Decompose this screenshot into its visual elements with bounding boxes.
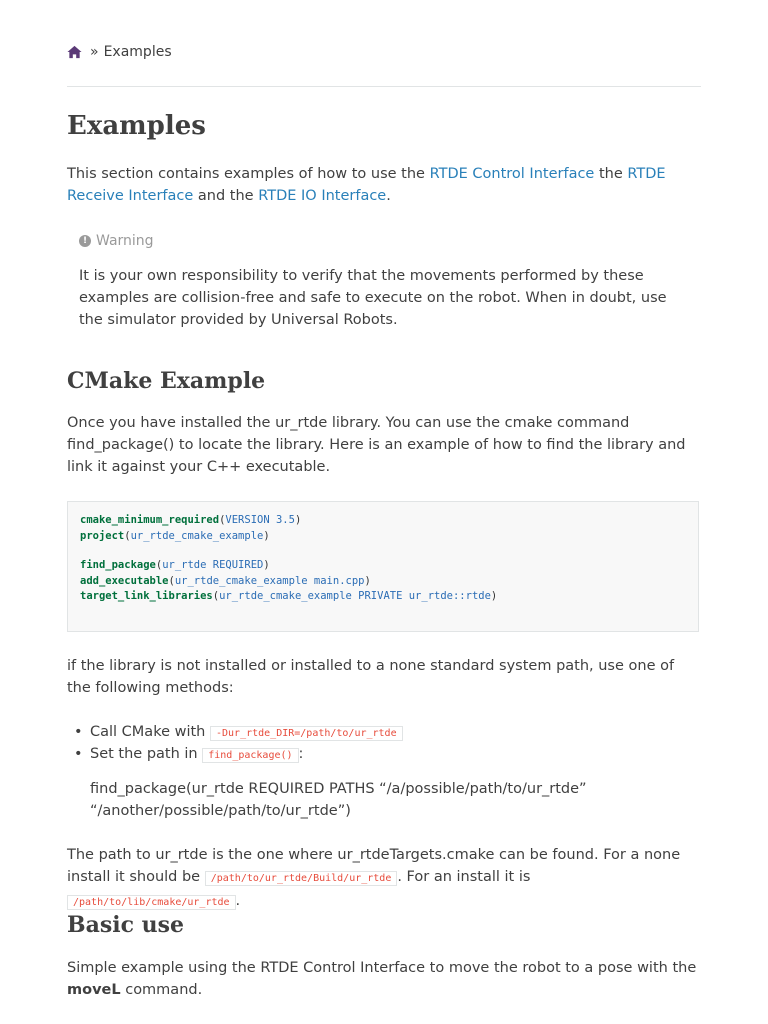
code-line: target_link_libraries(ur_rtde_cmake_example PRIVATE ur_rtde::rtde) [80,590,498,602]
breadcrumb-separator: » [90,44,99,60]
home-icon[interactable] [67,45,82,59]
link-rtde-io-interface[interactable]: RTDE IO Interface [258,188,387,204]
exclamation-circle-icon: ! [79,235,91,247]
inline-code-cmake-dir: -Dur_rtde_DIR=/path/to/ur_rtde [210,726,403,741]
list-item: • Call CMake with -Dur_rtde_DIR=/path/to/ur_rtde [67,721,701,743]
methods-list [67,721,701,765]
code-line: cmake_minimum_required(VERSION 3.5) [80,514,302,526]
code-line: project(ur_rtde_cmake_example) [80,529,270,542]
cmake-paragraph: Once you have installed the ur_rtde library. You can use the cmake command find_package() to locate the library. Here is an example of how to find the library and link it against your C++ executable. [67,415,686,475]
link-rtde-receive-interface[interactable]: RTDE Receive Interface [67,166,666,204]
warning-text: It is your own responsibility to verify that the movements performed by these examples are collision-free and safe to execute on the robot. When in doubt, use the simulator provided by Universal Robots. [79,268,667,328]
code-lines [80,513,497,605]
page-title: Examples [67,111,206,141]
inline-code-install-path: /path/to/lib/cmake/ur_rtde [67,895,236,910]
inline-code-build-path: /path/to/ur_rtde/Build/ur_rtde [205,871,398,886]
intro-paragraph [67,163,701,207]
breadcrumb [67,41,172,63]
library-path-paragraph: if the library is not installed or installed to a none standard system path, use one of the following methods: [67,658,675,696]
code-blank-line [80,544,497,558]
warning-title-row [79,230,154,252]
code-line: add_executable(ur_rtde_cmake_example main.cpp) [80,574,371,587]
link-rtde-control-interface[interactable]: RTDE Control Interface [429,166,595,182]
basic-use-paragraph: Simple example using the RTDE Control Interface to move the robot to a pose with the moveL command. [67,960,697,998]
list-item: • Set the path in find_package() : [67,743,701,765]
basic-use-heading: Basic use [67,912,185,938]
intro-text-4: . [386,188,391,204]
cmake-code-block[interactable] [67,501,699,632]
intro-text-3: and the [193,188,259,204]
movel-command: moveL [67,982,121,998]
intro-text-2: the [594,166,628,182]
warning-title: Warning [96,233,154,249]
cmake-example-heading: CMake Example [67,368,266,394]
header-divider [67,86,701,87]
inline-code-find-package: find_package() [202,748,298,763]
intro-text-1: This section contains examples of how to use the [67,166,430,182]
find-package-paths-paragraph: find_package(ur_rtde REQUIRED PATHS “/a/possible/path/to/ur_rtde” “/another/possible/path/to/ur_rtde”) [90,781,587,819]
code-line: find_package(ur_rtde REQUIRED) [80,559,270,571]
install-path-paragraph: The path to ur_rtde is the one where ur_rtdeTargets.cmake can be found. For a none install it should be /path/to/ur_rtde/Build/ur_rtde . For an install it is /path/to/lib/cmake/ur_rtde . [67,847,681,909]
breadcrumb-current: Examples [103,44,172,60]
